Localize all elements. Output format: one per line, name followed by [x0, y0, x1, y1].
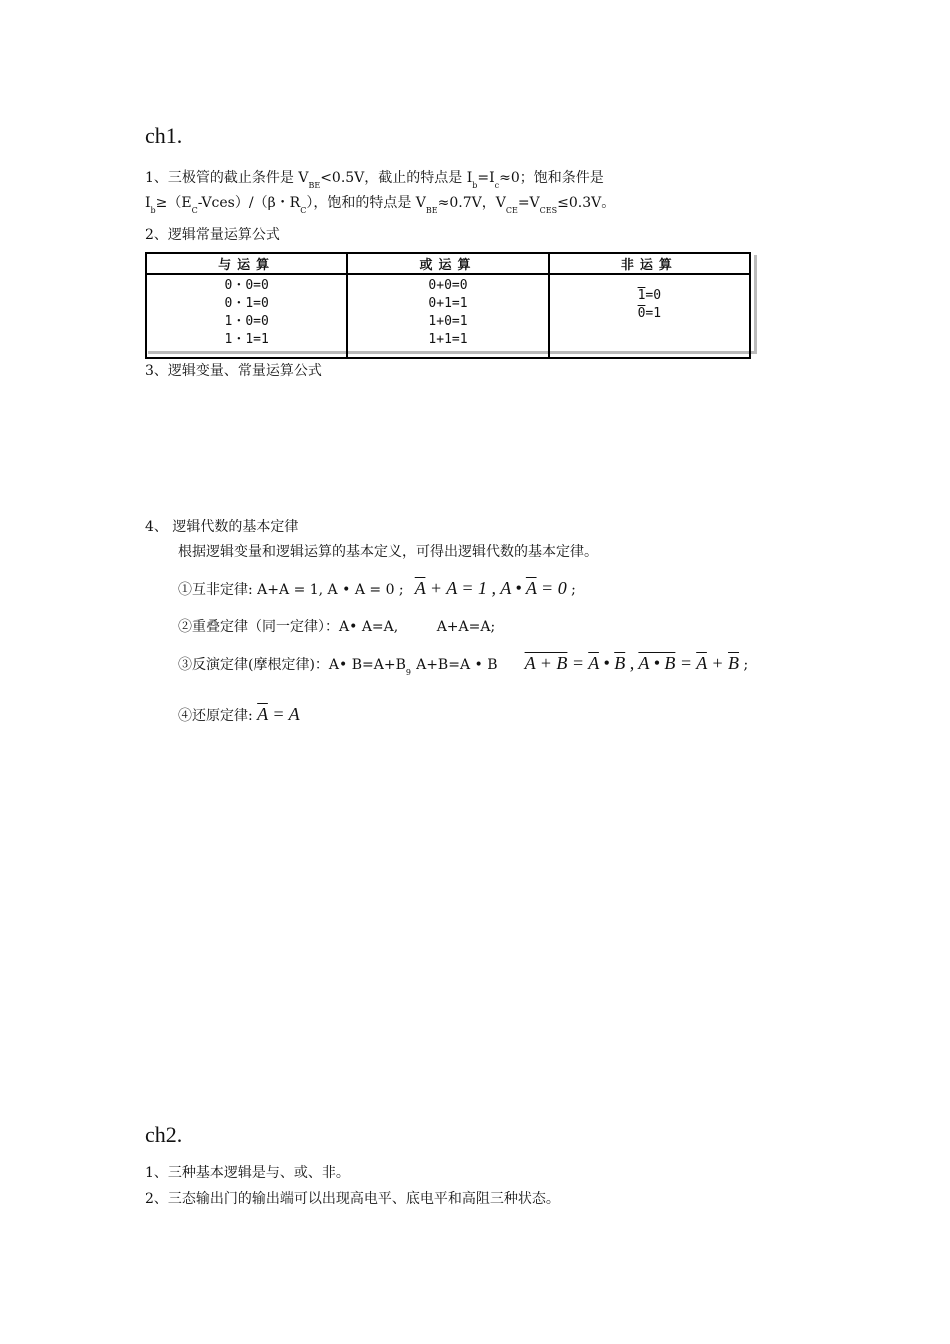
law3-m-b: = [567, 653, 589, 673]
item3-text: 3、逻辑变量、常量运算公式 [145, 363, 322, 379]
law3-m-e: $\overline{B}$ [614, 653, 626, 673]
not-row [550, 305, 749, 323]
law1-math [415, 578, 567, 598]
law3-end: ; [739, 657, 749, 673]
law1-text: ①互非定律: A+A = 1, A • A = 0 ; [178, 582, 404, 598]
table-header-row [146, 253, 750, 274]
law1-m-d: = 1 , A • [456, 578, 526, 598]
law3-m-a: A + B [524, 653, 568, 673]
header-not: 非运算 [549, 253, 750, 274]
item1-sub-c: c [494, 181, 500, 190]
and-row: 0・1=0 [224, 296, 269, 311]
law4-math [257, 704, 300, 724]
item1-l2-c: -Vces）/（β・R [197, 195, 301, 211]
item1-l2-f: =V [517, 195, 540, 211]
and-row: 1・0=0 [224, 314, 269, 329]
item1-l2-sub-b: C [191, 206, 198, 215]
law3-sub: 9 [405, 668, 411, 677]
item1-l2-g: ≤0.3V。 [557, 195, 616, 211]
law1-m-c: A [446, 578, 457, 598]
law3-line [178, 653, 749, 677]
or-cell [347, 274, 548, 358]
law3-m-i: $\overline{A}$ [696, 653, 707, 673]
item1-sub-a: BE [308, 181, 321, 190]
law3-m-k: $\overline{B}$ [728, 653, 740, 673]
item2-text: 2、逻辑常量运算公式 [145, 227, 280, 243]
or-row: 1+1=1 [428, 332, 468, 347]
item1-line1 [145, 169, 604, 189]
law4-m-a: $\overline{A}$ [257, 704, 268, 724]
item1-l2-sub-e: CE [505, 206, 518, 215]
item1-l2-sub-c: C [300, 206, 307, 215]
not-row2-val: 0 [637, 306, 646, 321]
law4-line [178, 704, 300, 725]
law3-m-f: , [625, 653, 639, 673]
law3-m-h: = [675, 653, 697, 673]
law3-m-d: • [598, 653, 615, 673]
item1-l2-sub-a: b [150, 206, 156, 215]
header-or: 或运算 [347, 253, 548, 274]
logic-constant-table [145, 252, 751, 359]
law4-m-b: = A [267, 704, 300, 724]
law3-math [525, 653, 739, 673]
not-row [550, 287, 749, 305]
item1-text-c: =I [477, 170, 495, 186]
item1-sub-b: b [472, 181, 478, 190]
law4-text: ④还原定律: [178, 708, 258, 724]
law3-text-b: A+B=A • B [416, 657, 498, 673]
law2-text-b: A+A=A; [436, 619, 496, 635]
item1-text-d: ≈0；饱和条件是 [499, 170, 604, 186]
header-and: 与运算 [146, 253, 347, 274]
item4-title: 4、 逻辑代数的基本定律 [145, 519, 299, 535]
item1-text-b: <0.5V，截止的特点是 I [320, 170, 473, 186]
or-row: 0+1=1 [428, 296, 468, 311]
item1-text-a: 1、三极管的截止条件是 V [145, 170, 309, 186]
item1-l2-a: I [145, 195, 151, 211]
law1-m-a: $\overline{A}$ [414, 578, 426, 598]
law3-text: ③反演定律(摩根定律)：A• B=A+B [178, 657, 406, 673]
table-body-row [146, 274, 750, 358]
ch2-item2: 2、三态输出门的输出端可以出现高电平、底电平和高阻三种状态。 [145, 1191, 560, 1207]
law2-text: ②重叠定律（同一定律）：A• A=A, [178, 619, 399, 635]
item1-l2-e: ≈0.7V，V [437, 195, 506, 211]
law2-line [178, 618, 495, 636]
law1-m-f: = 0 [536, 578, 567, 598]
not-row1-rest: =0 [645, 288, 662, 303]
law1-line [178, 578, 576, 599]
law3-m-c: $\overline{A}$ [588, 653, 599, 673]
item1-line2 [145, 194, 615, 214]
and-cell [146, 274, 347, 358]
item1-l2-sub-d: BE [425, 206, 438, 215]
law3-m-g: A • B [638, 653, 676, 673]
ch2-heading: ch2. [145, 1122, 183, 1147]
item1-l2-b: ≥（E [155, 195, 192, 211]
law1-end: ; [566, 582, 576, 598]
or-row: 1+0=1 [428, 314, 468, 329]
or-row: 0+0=0 [428, 278, 468, 293]
item1-l2-d: ），饱和的特点是 V [306, 195, 426, 211]
law1-m-b: + [425, 578, 447, 598]
item4-intro: 根据逻辑变量和逻辑运算的基本定义，可得出逻辑代数的基本定律。 [178, 544, 598, 560]
law3-m-j: + [706, 653, 729, 673]
ch1-heading: ch1. [145, 123, 183, 148]
not-cell [549, 274, 750, 358]
and-row: 0・0=0 [224, 278, 269, 293]
law1-m-e: $\overline{A}$ [525, 578, 537, 598]
and-row: 1・1=1 [224, 332, 269, 347]
ch2-item1: 1、三种基本逻辑是与、或、非。 [145, 1165, 350, 1181]
not-row2-rest: =1 [645, 306, 662, 321]
item1-l2-sub-f: CES [539, 206, 558, 215]
not-row1-val: 1 [637, 288, 646, 303]
